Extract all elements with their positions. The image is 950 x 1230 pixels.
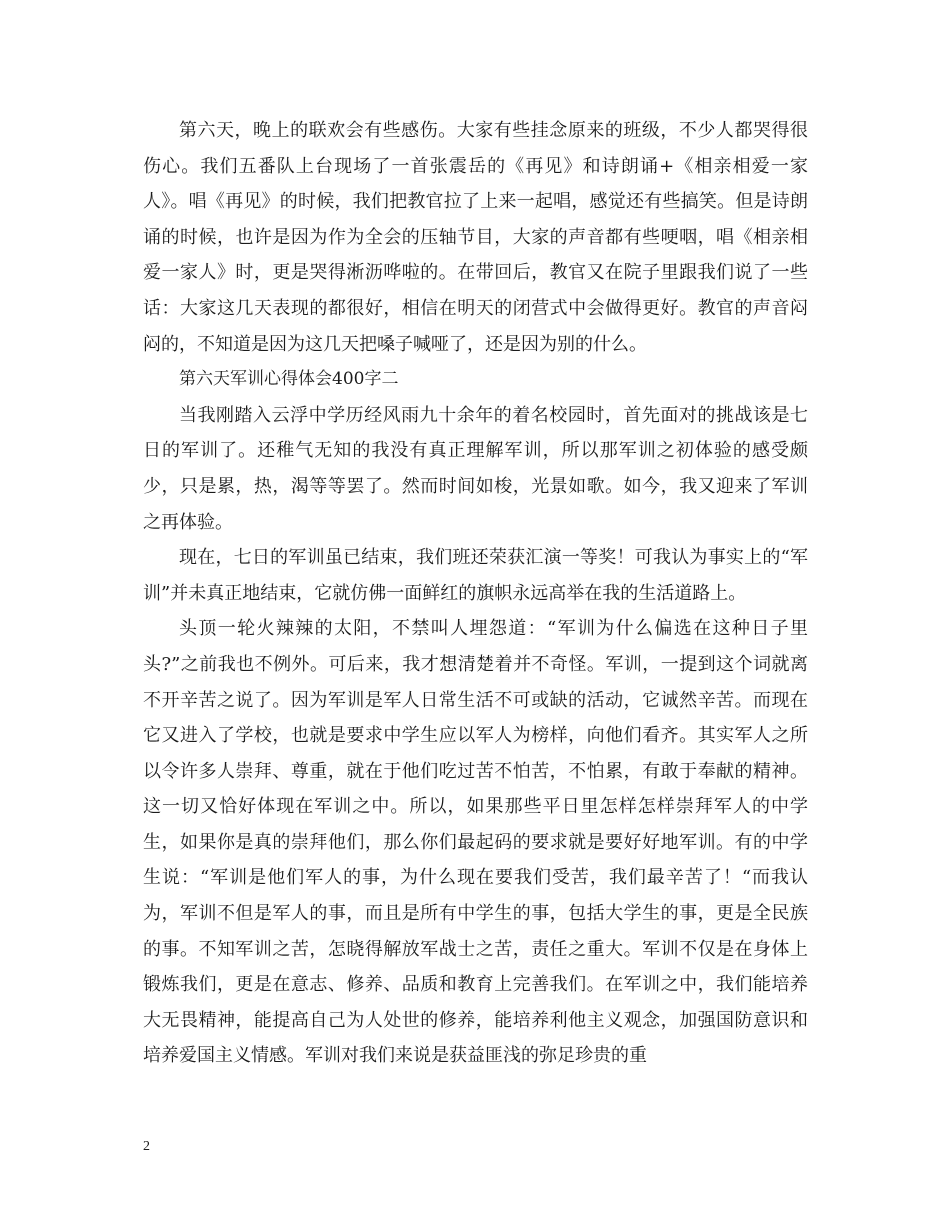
document-body: [143, 113, 808, 1074]
paragraph-award: 现在，七日的军训虽已结束，我们班还荣获汇演一等奖！可我认为事实上的“军训”并未真正地结束，它就仿佛一面鲜红的旗帜永远高举在我的生活道路上。: [143, 547, 808, 604]
paragraph-reflection: 头顶一轮火辣辣的太阳，不禁叫人埋怨道：“军训为什么偏选在这种日子里头?”之前我也不例外。可后来，我才想清楚着并不奇怪。军训，一提到这个词就离不开辛苦之说了。因为军训是军人日常生活不可或缺的活动，它诚然辛苦。而现在它又进入了学校，也就是要求中学生应以军人为榜样，向他们看齐。其实军人之所以令许多人崇拜、尊重，就在于他们吃过苦不怕苦，不怕累，有敢于奉献的精神。这一切又恰好体现在军训之中。所以，如果那些平日里怎样怎样崇拜军人的中学生，如果你是真的崇拜他们，那么你们最起码的要求就是要好好地军训。有的中学生说：“军训是他们军人的事，为什么现在要我们受苦，我们最辛苦了！“而我认为，军训不但是军人的事，而且是所有中学生的事，包括大学生的事，更是全民族的事。不知军训之苦，怎晓得解放军战士之苦，责任之重大。军训不仅是在身体上锻炼我们，更是在意志、修养、品质和教育上完善我们。在军训之中，我们能培养大无畏精神，能提高自己为人处世的修养，能培养利他主义观念，加强国防意识和培养爱国主义情感。军训对我们来说是获益匪浅的弥足珍贵的重: [143, 618, 808, 1067]
page-number: 2: [143, 1139, 150, 1154]
section-heading: 第六天军训心得体会400字二: [179, 369, 399, 390]
paragraph-day-six: 第六天，晚上的联欢会有些感伤。大家有些挂念原来的班级，不少人都哭得很伤心。我们五番队上台现场了一首张震岳的《再见》和诗朗诵+《相亲相爱一家人》。唱《再见》的时候，我们把教官拉了上来一起唱，感觉还有些搞笑。但是诗朗诵的时候，也许是因为作为全会的压轴节目，大家的声音都有些哽咽，唱《相亲相爱一家人》时，更是哭得淅沥哗啦的。在带回后，教官又在院子里跟我们说了一些话：大家这几天表现的都很好，相信在明天的闭营式中会做得更好。教官的声音闷闷的，不知道是因为这几天把嗓子喊哑了，还是因为别的什么。: [143, 120, 808, 355]
paragraph-intro: 当我刚踏入云浮中学历经风雨九十余年的着名校园时，首先面对的挑战该是七日的军训了。还稚气无知的我没有真正理解军训，所以那军训之初体验的感受颇少，只是累，热，渴等等罢了。然而时间如梭，光景如歌。如今，我又迎来了军训之再体验。: [143, 404, 808, 533]
